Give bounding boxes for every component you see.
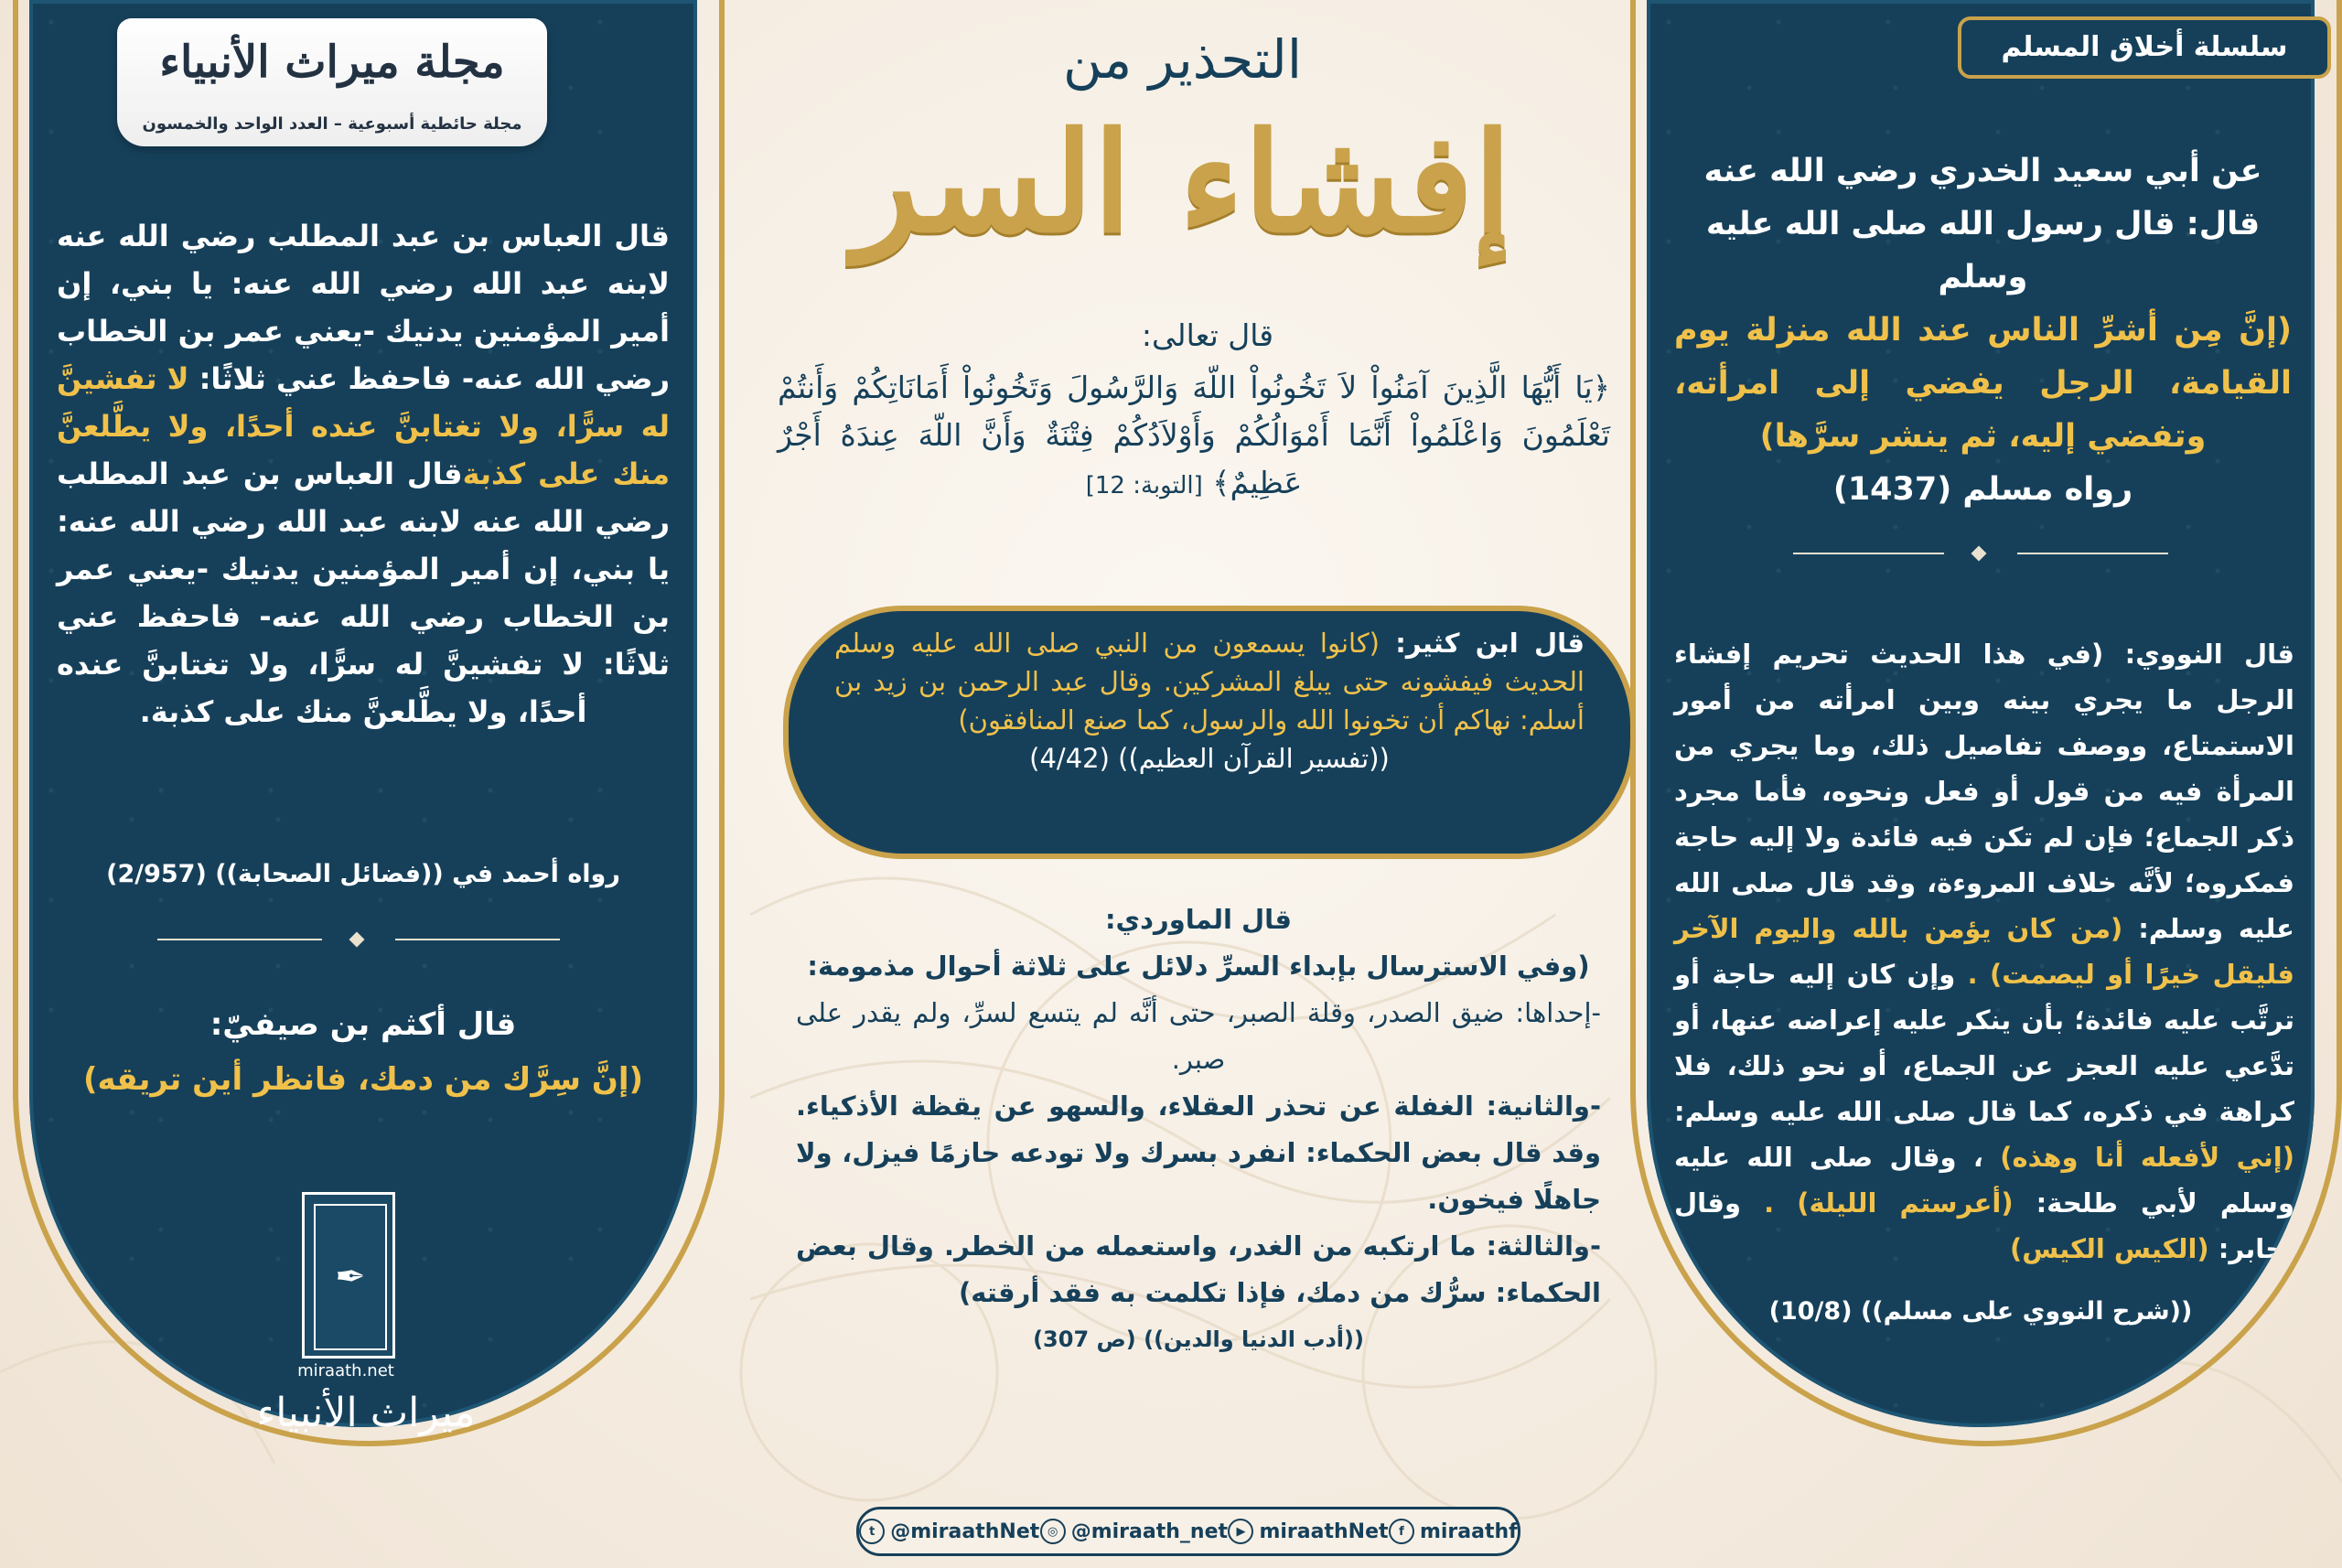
ornament-icon xyxy=(331,934,386,945)
twitter-handle: @miraathNet xyxy=(890,1520,1040,1543)
signature: ميراث الأنبياء xyxy=(256,1390,476,1436)
ibn-kathir-reference: ((تفسير القرآن العظيم)) (4/42) xyxy=(1029,743,1390,774)
nawawi-paragraph-3: ، وقال صلى الله عليه وسلم لأبي طلحة: xyxy=(1674,1142,2294,1219)
right-panel xyxy=(1647,0,2315,1427)
ibn-kathir-intro: قال ابن كثير: xyxy=(1379,628,1585,659)
quran-block xyxy=(778,364,1610,565)
hadith-intro-1: عن أبي سعيد الخدري رضي الله عنه xyxy=(1703,153,2262,189)
quran-text: ﴿يَا أَيُّهَا الَّذِينَ آمَنُواْ لاَ تَخُونُواْ اللّهَ وَالرَّسُولَ وَتَخُونُواْ أَمَانَاتِكُمْ وَأَنتُمْ تَعْلَمُونَ وَاعْلَمُواْ أَنَّمَا أَمْوَالُكُمْ وَأَوْلاَدُكُمْ فِتْنَةٌ وَأَنَّ اللّهَ عِندَهُ أَجْرٌ عَظِيمٌ﴾ xyxy=(778,370,1610,500)
youtube-handle: miraathNet xyxy=(1259,1520,1389,1543)
nawawi-quote-3: (أعرستم الليلة) . xyxy=(1764,1187,2014,1219)
instagram-handle: @miraath_net xyxy=(1070,1520,1229,1543)
nawawi-quote-4: (الكيس الكيس) xyxy=(2010,1233,2209,1264)
mawardi-point-3: -والثالثة: ما ارتكبه من الغدر، واستعمله من الخطر. وقال بعض الحكماء: سرُّك من دمك، فإذا تكلمت به فقد أرقته) xyxy=(796,1230,1601,1308)
nawawi-block xyxy=(1674,631,2294,1308)
abbas-paragraph-2: قال العباس بن عبد المطلب رضي الله عنه لابنه عبد الله رضي الله عنه: يا بني، إن أمير المؤمنين يدنيك -يعني عمر بن الخطاب رضي الله عنه- فاحفظ عني ثلاثًا: لا تفشينَّ له سرًّا، ولا تغتابنَّ عنده أحدًا، ولا يطَّلعنَّ منك على كذبة. xyxy=(57,456,670,729)
abbas-paragraph-1: قال العباس بن عبد المطلب رضي الله عنه لابنه عبد الله رضي الله عنه: يا بني، إن أمير المؤمنين يدنيك -يعني عمر بن الخطاب رضي الله عنه- فاحفظ عني ثلاثًا: xyxy=(57,219,671,396)
hadith-text: (إنَّ مِن أشرِّ الناس عند الله منزلة يوم القيامة، الرجل يفضي إلى امرأته، وتفضي إليه، ثم ينشر سرَّها) xyxy=(1674,312,2292,455)
facebook-handle: miraathf xyxy=(1419,1520,1518,1543)
abbas-reference: رواه أحمد في ((فضائل الصحابة)) (2/957) xyxy=(106,860,620,888)
magazine-logo xyxy=(117,18,547,146)
mawardi-reference: ((أدب الدنيا والدين)) (ص 307) xyxy=(1033,1326,1364,1352)
right-divider xyxy=(1793,547,2168,560)
small-title: التحذير من xyxy=(1063,28,1302,91)
big-title: إفشاء السر xyxy=(853,102,1512,263)
nawawi-paragraph-2: وإن كان إليه حاجة أو ترتَّب عليه فائدة؛ بأن ينكر عليه إعراضه عنها، أو تدَّعي عليه العجز عن الجماع، أو نحو ذلك، فلا كراهة في ذكره، كما قال صلى الله عليه وسلم: xyxy=(1674,959,2294,1127)
aktham-quote: (إنَّ سِرَّك من دمك، فانظر أين تريقه) xyxy=(82,1061,644,1098)
social-footer xyxy=(856,1507,1520,1556)
hadith-block xyxy=(1674,145,2292,508)
ibn-kathir-block xyxy=(834,624,1585,843)
hadith-intro-2: قال: قال رسول الله صلى الله عليه وسلم xyxy=(1705,206,2261,295)
logo-title: مجلة ميراث الأنبياء xyxy=(159,37,505,88)
nawawi-reference: ((شرح النووي على مسلم)) (10/8) xyxy=(1768,1297,2193,1326)
nawawi-intro: قال النووي: xyxy=(2103,639,2294,670)
mawardi-block xyxy=(796,897,1601,1464)
youtube-link[interactable] xyxy=(1228,1519,1388,1544)
twitter-icon: t xyxy=(859,1519,885,1544)
emblem-url: miraath.net xyxy=(297,1361,394,1380)
ibn-kathir-oval xyxy=(783,606,1636,859)
center-header xyxy=(750,0,1615,302)
miraath-emblem xyxy=(302,1192,395,1359)
ornament-icon xyxy=(1953,548,2008,559)
abbas-quote-1: لا تفشينَّ له سرًّا، ولا تغتابنَّ عنده أحدًا، ولا يطَّلعنَّ منك على كذبة xyxy=(57,361,671,491)
mawardi-lead: (وفي الاسترسال بإبداء السرِّ دلائل على ثلاثة أحوال مذمومة: xyxy=(807,950,1590,982)
mawardi-intro: قال الماوردي: xyxy=(1104,904,1293,935)
aktham-intro: قال أكثم بن صيفيّ: xyxy=(209,1006,517,1043)
left-divider xyxy=(157,933,560,946)
logo-subtitle: مجلة حائطية أسبوعية – العدد الواحد والخمسون xyxy=(142,114,522,134)
twitter-link[interactable] xyxy=(859,1519,1039,1544)
instagram-icon: ◎ xyxy=(1040,1519,1066,1544)
hadith-reference: رواه مسلم (1437) xyxy=(1832,471,2133,508)
nawawi-paragraph-1: (في هذا الحديث تحريم إفشاء الرجل ما يجري بينه وبين امرأته من أمور الاستمتاع، ووصف تفاصيل ذلك، وما يجري من المرأة فيه من قول أو فعل ونحوه، فأما مجرد ذكر الجماع؛ فإن لم تكن فيه فائدة ولا إليه حاجة فمكروه؛ لأنَّه خلاف المروءة، وقد قال صلى الله عليه وسلم: xyxy=(1674,639,2294,944)
nawawi-quote-2: (إني لأفعله أنا وهذه) xyxy=(2000,1142,2294,1173)
nawawi-paragraph-4: وقال لجابر: xyxy=(1674,1187,2294,1264)
nawawi-quote-1: (من كان يؤمن بالله واليوم الآخر فليقل خيرًا أو ليصمت) . xyxy=(1674,913,2294,990)
mawardi-point-2: -والثانية: الغفلة عن تحذر العقلاء، والسهو عن يقظة الأذكياء. وقد قال بعض الحكماء: انفرد بسرك ولا تودعه حازمًا فيزل، ولا جاهلًا فيخون. xyxy=(796,1090,1601,1215)
facebook-icon: f xyxy=(1389,1519,1414,1544)
quran-intro: قال تعالى: xyxy=(1141,317,1274,353)
calligraphy-icon: ✒ xyxy=(314,1204,387,1350)
mawardi-point-1: -إحداها: ضيق الصدر، وقلة الصبر، حتى أنَّه لم يتسع لسرِّ، ولم يقدر على صبر. xyxy=(796,997,1601,1075)
quran-reference: [التوبة: 12] xyxy=(1085,472,1203,499)
facebook-link[interactable] xyxy=(1389,1519,1518,1544)
ibn-kathir-text: (كانوا يسمعون من النبي صلى الله عليه وسلم الحديث فيفشونه حتى يبلغ المشركين. وقال عبد الرحمن بن زيد بن أسلم: نهاكم أن تخونوا الله والرسول، كما صنع المنافقون) xyxy=(834,628,1585,736)
instagram-link[interactable] xyxy=(1040,1519,1228,1544)
abbas-block xyxy=(57,212,670,853)
youtube-icon: ▶ xyxy=(1228,1519,1253,1544)
series-badge: سلسلة أخلاق المسلم xyxy=(1958,16,2331,79)
